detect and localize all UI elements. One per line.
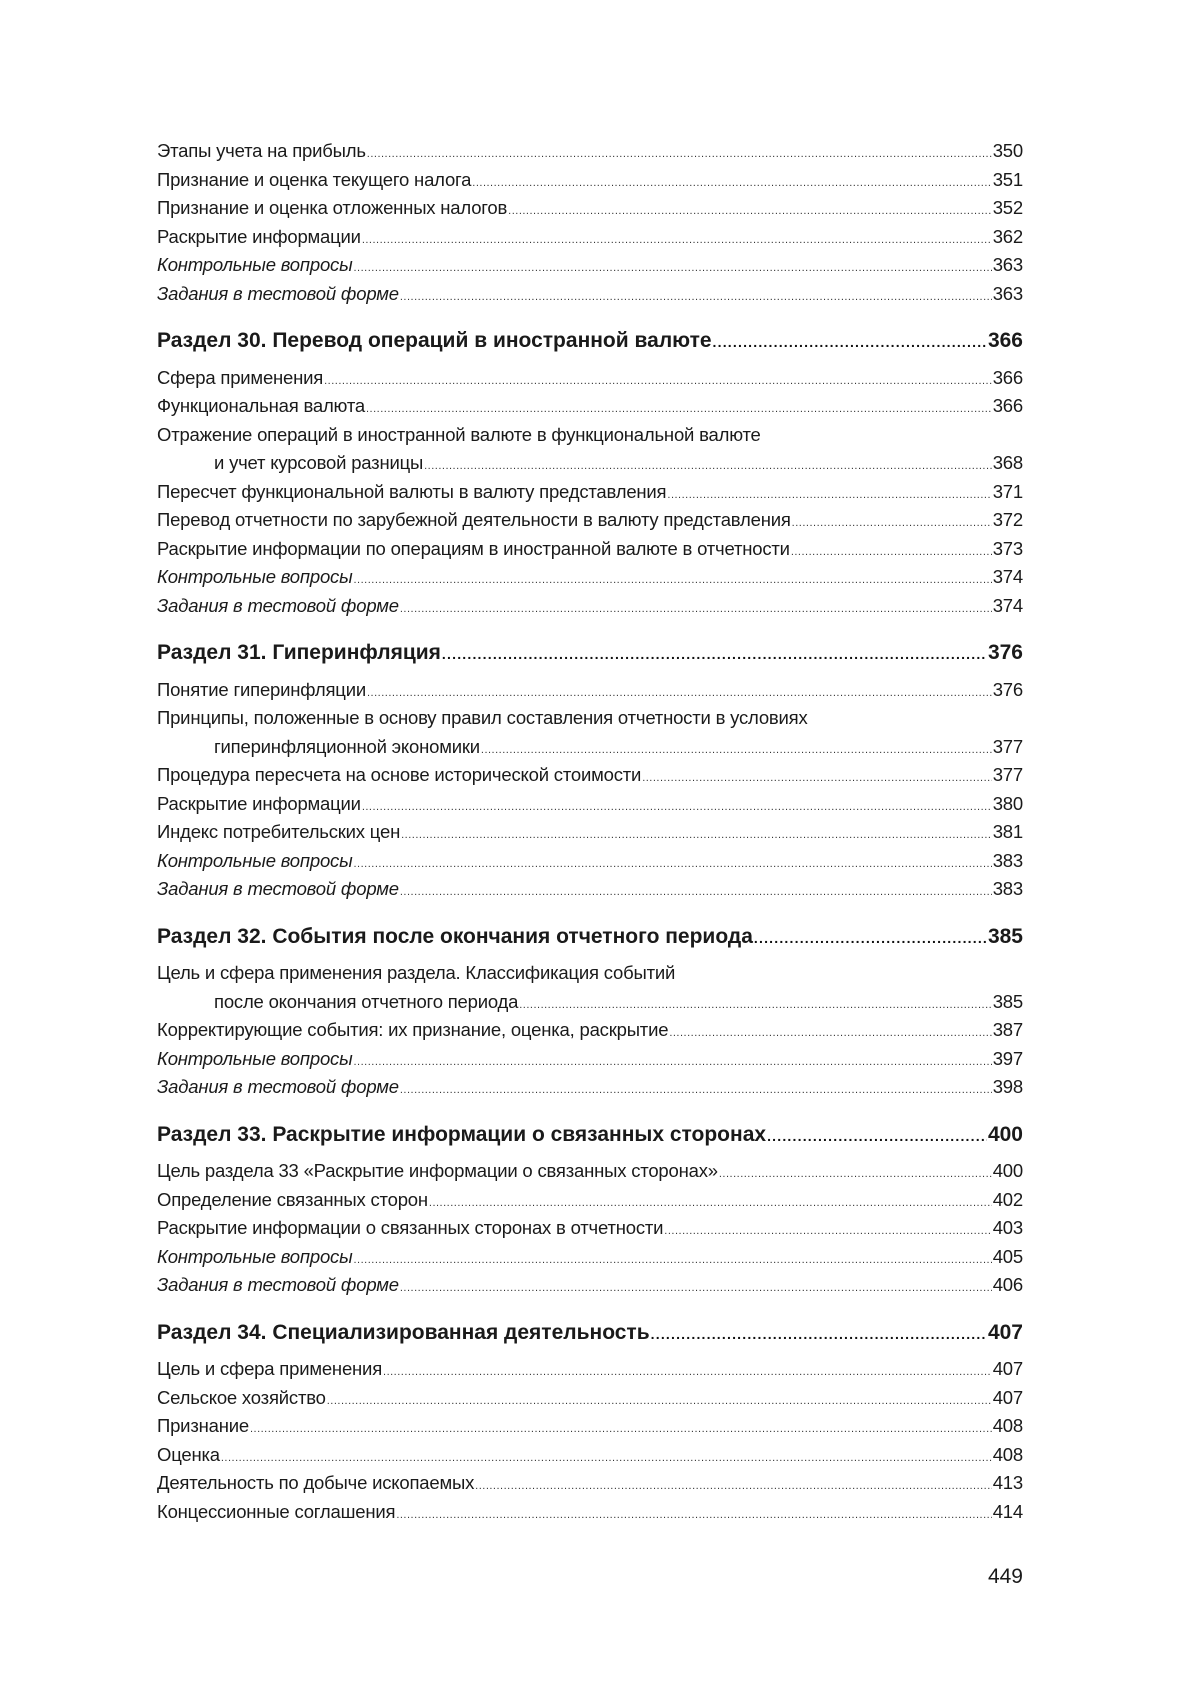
toc-entry (157, 506, 1023, 535)
dot-leader (642, 764, 992, 793)
dot-leader (472, 169, 991, 198)
toc-entry (157, 1214, 1023, 1243)
toc-entry-title: Процедура пересчета на основе исторической стоимости (157, 764, 642, 785)
toc-entry-page: 400 (992, 1160, 1023, 1181)
toc-entry-page: 387 (992, 1019, 1023, 1040)
toc-entry-page: 383 (992, 878, 1023, 899)
dot-leader (481, 736, 992, 765)
dot-leader (767, 1118, 987, 1154)
toc-entry-page: 352 (992, 197, 1023, 218)
toc-entry-title-continued: и учет курсовой разницы (214, 452, 424, 473)
toc-entry-title: Сфера применения (157, 366, 324, 388)
toc-entry (157, 194, 1023, 223)
toc-entry (157, 988, 1023, 1017)
toc-entry-page: 377 (992, 764, 1023, 785)
toc-entry-title-line: Цель и сфера применения раздела. Классификация событий (157, 962, 676, 983)
toc-entry-title: Корректирующие события: их признание, оценка, раскрытие (157, 1019, 669, 1040)
toc-entry-title: Контрольные вопросы (157, 254, 353, 275)
toc-entry (157, 1157, 1023, 1186)
toc-entry-page: 407 (992, 1358, 1023, 1379)
toc-entry-page: 374 (992, 594, 1023, 616)
toc-entry-page: 414 (992, 1500, 1023, 1522)
dot-leader (324, 367, 992, 396)
toc-entry-title: Определение связанных сторон (157, 1188, 428, 1210)
section-title: Раздел 34. Специализированная деятельность (157, 1320, 650, 1344)
dot-leader (475, 1472, 992, 1501)
toc-entry (157, 563, 1023, 592)
toc-entry-title: Сельское хозяйство (157, 1386, 326, 1408)
toc-entry (157, 733, 1023, 762)
dot-leader (400, 283, 992, 312)
toc-entry-page: 405 (992, 1245, 1023, 1267)
toc-entry (157, 761, 1023, 790)
toc-entry-title: Задания в тестовой форме (157, 1274, 399, 1295)
dot-leader (719, 1160, 992, 1189)
toc-entry-title-continued: после окончания отчетного периода (214, 990, 519, 1012)
table-of-contents (157, 137, 1023, 1526)
dot-leader (508, 197, 992, 226)
section-title: Раздел 33. Раскрытие информации о связанных сторонах (157, 1122, 767, 1146)
toc-entry-title: Контрольные вопросы (157, 566, 353, 587)
toc-entry-title: Раскрытие информации (157, 225, 361, 247)
toc-entry-title-line: Принципы, положенные в основу правил составления отчетности в условиях (157, 707, 808, 728)
dot-leader (669, 1019, 991, 1048)
section-page: 385 (987, 924, 1023, 948)
toc-entry-page: 408 (992, 1443, 1023, 1465)
dot-leader (713, 324, 987, 360)
toc-entry-page: 363 (992, 282, 1023, 304)
toc-entry-title: Раскрытие информации о связанных сторонах в отчетности (157, 1217, 664, 1238)
dot-leader (250, 1415, 992, 1444)
toc-entry-title: Функциональная валюта (157, 395, 365, 416)
toc-entry-page: 406 (992, 1274, 1023, 1295)
section-page: 366 (987, 329, 1023, 352)
dot-leader (367, 140, 992, 169)
toc-entry-title: Концессионные соглашения (157, 1500, 396, 1522)
section-title: Раздел 30. Перевод операций в иностранной валюте (157, 329, 712, 352)
toc-entry (157, 875, 1023, 904)
toc-entry-page: 403 (992, 1217, 1023, 1238)
toc-entry (157, 818, 1023, 847)
toc-entry-title: Раскрытие информации (157, 792, 361, 814)
section-page: 407 (987, 1320, 1023, 1344)
toc-entry (157, 478, 1023, 507)
toc-entry-page: 362 (992, 225, 1023, 247)
toc-entry-page: 380 (992, 792, 1023, 814)
toc-entry-page: 366 (992, 395, 1023, 416)
toc-entry-page: 398 (992, 1076, 1023, 1097)
toc-entry (157, 1469, 1023, 1498)
dot-leader (221, 1444, 992, 1473)
toc-entry (157, 1441, 1023, 1470)
toc-entry-title: Контрольные вопросы (157, 1245, 353, 1267)
toc-entry (157, 1355, 1023, 1384)
toc-entry-page: 371 (992, 480, 1023, 502)
dot-leader (664, 1217, 991, 1246)
toc-entry (157, 1016, 1023, 1045)
toc-entry (157, 392, 1023, 421)
toc-entry (157, 1045, 1023, 1074)
dot-leader (354, 1048, 992, 1077)
dot-leader (354, 1246, 992, 1275)
toc-entry-page: 402 (992, 1188, 1023, 1210)
toc-entry-title: Задания в тестовой форме (157, 282, 399, 304)
toc-entry-title: Задания в тестовой форме (157, 594, 399, 616)
toc-entry-title: Перевод отчетности по зарубежной деятельности в валюту представления (157, 509, 791, 530)
toc-entry (157, 676, 1023, 705)
toc-entry-page: 363 (992, 254, 1023, 275)
section-title: Раздел 32. События после окончания отчетного периода (157, 924, 753, 948)
toc-entry-page: 377 (992, 735, 1023, 757)
toc-entry-page: 376 (992, 678, 1023, 700)
toc-entry-page: 407 (992, 1386, 1023, 1408)
dot-leader (396, 1501, 991, 1530)
dot-leader (791, 538, 992, 567)
section-heading (157, 1315, 1023, 1351)
toc-entry-page: 350 (992, 140, 1023, 161)
toc-entry-page: 383 (992, 849, 1023, 871)
dot-leader (424, 452, 992, 481)
toc-entry (157, 1271, 1023, 1300)
toc-entry-page: 397 (992, 1047, 1023, 1069)
toc-entry-page: 368 (992, 452, 1023, 473)
dot-leader (366, 395, 992, 424)
section-heading (157, 635, 1023, 671)
page-number: 449 (987, 1565, 1023, 1588)
toc-entry (157, 847, 1023, 876)
toc-entry-title-continued: гиперинфляционной экономики (214, 735, 480, 757)
dot-leader (792, 509, 992, 538)
dot-leader (362, 793, 992, 822)
toc-entry-page: 373 (992, 537, 1023, 559)
toc-entry-page: 374 (992, 566, 1023, 587)
toc-entry-title: Задания в тестовой форме (157, 878, 399, 899)
toc-entry-title: Этапы учета на прибыль (157, 140, 366, 161)
dot-leader (354, 566, 992, 595)
toc-entry (157, 251, 1023, 280)
section-heading (157, 919, 1023, 955)
toc-entry-page: 351 (992, 168, 1023, 190)
section-title: Раздел 31. Гиперинфляция (157, 641, 441, 664)
toc-entry (157, 449, 1023, 478)
toc-entry (157, 790, 1023, 819)
toc-entry-title: Оценка (157, 1443, 220, 1465)
toc-entry-title: Цель и сфера применения (157, 1358, 383, 1379)
dot-leader (429, 1189, 992, 1218)
dot-leader (667, 481, 991, 510)
toc-entry-page: 385 (992, 990, 1023, 1012)
toc-entry (157, 166, 1023, 195)
section-page: 376 (987, 641, 1023, 664)
section-heading (157, 323, 1023, 359)
dot-leader (400, 1076, 992, 1105)
section-page: 400 (987, 1122, 1023, 1146)
dot-leader (401, 821, 992, 850)
dot-leader (400, 878, 992, 907)
dot-leader (442, 636, 987, 672)
toc-entry-title: Признание и оценка текущего налога (157, 168, 472, 190)
toc-entry-title: Цель раздела 33 «Раскрытие информации о связанных сторонах» (157, 1160, 718, 1181)
toc-entry-page: 372 (992, 509, 1023, 530)
toc-entry-title: Индекс потребительских цен (157, 821, 401, 842)
dot-leader (354, 850, 992, 879)
toc-entry-page: 408 (992, 1415, 1023, 1436)
toc-entry (157, 1073, 1023, 1102)
dot-leader (367, 679, 992, 708)
dot-leader (754, 920, 987, 956)
dot-leader (362, 226, 992, 255)
toc-entry (157, 1384, 1023, 1413)
toc-entry (157, 223, 1023, 252)
toc-entry-title: Признание и оценка отложенных налогов (157, 197, 508, 218)
toc-entry-title: Понятие гиперинфляции (157, 678, 366, 700)
section-heading (157, 1117, 1023, 1153)
toc-entry-title: Раскрытие информации по операциям в иностранной валюте в отчетности (157, 537, 790, 559)
toc-entry-title: Задания в тестовой форме (157, 1076, 399, 1097)
dot-leader (400, 595, 992, 624)
toc-entry-page: 381 (992, 821, 1023, 842)
dot-leader (327, 1387, 992, 1416)
dot-leader (400, 1274, 992, 1303)
toc-entry (157, 1412, 1023, 1441)
toc-entry (157, 1498, 1023, 1527)
toc-entry-title: Деятельность по добыче ископаемых (157, 1472, 475, 1493)
toc-entry-page: 366 (992, 366, 1023, 388)
toc-entry (157, 535, 1023, 564)
dot-leader (519, 991, 991, 1020)
toc-entry-title: Признание (157, 1415, 249, 1436)
toc-entry (157, 280, 1023, 309)
toc-entry (157, 364, 1023, 393)
dot-leader (354, 254, 992, 283)
toc-entry (157, 1186, 1023, 1215)
toc-entry-title: Пересчет функциональной валюты в валюту представления (157, 480, 667, 502)
toc-entry-title: Контрольные вопросы (157, 849, 353, 871)
toc-entry-title-line: Отражение операций в иностранной валюте в функциональной валюте (157, 423, 761, 445)
dot-leader (651, 1316, 987, 1352)
toc-entry (157, 1243, 1023, 1272)
toc-entry (157, 592, 1023, 621)
toc-entry-title: Контрольные вопросы (157, 1047, 353, 1069)
dot-leader (383, 1358, 992, 1387)
toc-entry (157, 137, 1023, 166)
toc-entry-page: 413 (992, 1472, 1023, 1493)
